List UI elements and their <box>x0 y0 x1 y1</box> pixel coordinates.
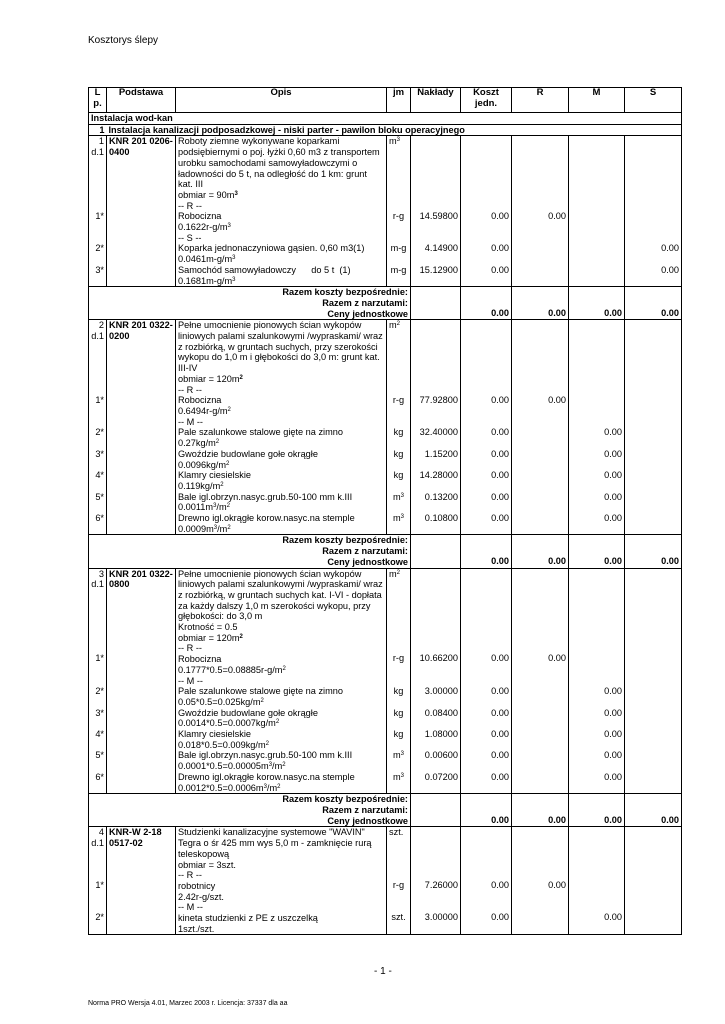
obmiar-sup: 3 <box>234 190 238 197</box>
unit-text: m <box>389 136 397 147</box>
resource-lp: 1* <box>95 394 104 405</box>
resource-unit-cost: 0.00 <box>491 394 509 405</box>
summary-labels <box>89 287 411 320</box>
norm-sup: 2 <box>277 783 281 790</box>
resource-row <box>89 708 682 729</box>
resource-lp: 3* <box>89 265 107 287</box>
header-naklady: Nakłady <box>411 88 461 113</box>
resource-lp: 1* <box>95 880 104 891</box>
resource-lp: 6* <box>89 772 107 794</box>
resource-lp: 5* <box>89 750 107 771</box>
resource-lp: 1* <box>95 210 104 221</box>
position-basis: KNR-W 2-18 0517-02 <box>107 827 176 870</box>
unit-text: m <box>393 750 401 761</box>
resource-quantity: 1.15200 <box>411 449 461 470</box>
resource-unit-cost: 0.00 <box>491 912 509 923</box>
resource-norm: 0.0012*0.5=0.0006m <box>178 782 264 793</box>
table-header-row <box>89 88 682 113</box>
resource-unit-cost: 0.00 <box>461 772 512 794</box>
resource-unit: kg <box>393 426 404 437</box>
resource-group: -- R -- <box>178 384 202 395</box>
resource-unit <box>387 772 411 794</box>
obmiar-text: obmiar = 120m <box>178 373 240 384</box>
resource-description <box>176 492 387 513</box>
resource-description <box>176 708 387 729</box>
resource-group: -- R -- <box>178 643 202 654</box>
norm-sup: 3 <box>227 223 231 230</box>
position-unit <box>387 568 411 643</box>
norm-sup: 2 <box>227 406 231 413</box>
resource-row <box>89 492 682 513</box>
summary-row <box>89 535 682 568</box>
resource-name: Pale szalunkowe stalowe gięte na zimno <box>178 427 343 438</box>
resource-m-value <box>571 233 622 243</box>
resource-name: Robocizna <box>178 211 222 222</box>
resource-unit-cost: 0.00 <box>491 242 509 253</box>
resource-quantity: 3.00000 <box>424 912 458 923</box>
resource-lp: 2* <box>95 242 104 253</box>
resource-lp: 6* <box>89 513 107 535</box>
unit-text: m <box>393 491 401 502</box>
resource-norm: 0.018*0.5=0.009kg/m <box>178 739 266 750</box>
resource-lp: 4* <box>89 470 107 491</box>
resource-unit: m-g <box>387 265 411 287</box>
resource-row <box>89 417 682 449</box>
label-unit: Ceny jednostkowe <box>327 556 408 567</box>
resource-unit-cost: 0.00 <box>461 729 512 750</box>
summary-row <box>89 287 682 320</box>
resource-unit: r-g <box>392 210 405 221</box>
norm-sup: 3 <box>232 255 236 262</box>
resource-lp: 3* <box>89 708 107 729</box>
resource-name: Drewno igl.okrągłe korow.nasyc.na stemple <box>178 513 355 524</box>
label-markup: Razem z narzutami: <box>322 297 408 308</box>
resource-description <box>176 676 387 708</box>
resource-quantity: 14.59800 <box>419 210 458 221</box>
resource-unit: kg <box>387 708 411 729</box>
total-unit-cost: 0.00 <box>491 308 509 319</box>
resource-description <box>176 870 387 902</box>
position-unit <box>387 320 411 385</box>
subsection-row <box>89 124 682 136</box>
resource-r-value <box>512 729 569 750</box>
resource-row <box>89 643 682 675</box>
resource-r-value: 0.00 <box>548 653 566 664</box>
resource-r-value <box>514 233 566 243</box>
krotnosc-text: Krotność = 0.5 <box>178 622 238 633</box>
resource-group: -- R -- <box>178 870 202 881</box>
norm-sup: 3 <box>268 762 273 769</box>
norm-sup: 2 <box>226 503 230 510</box>
resource-m-value: 0.00 <box>604 685 622 696</box>
resource-unit: m-g <box>390 242 407 253</box>
obmiar-text: obmiar = 3szt. <box>178 859 236 870</box>
resource-norm: 0.6494r-g/m <box>178 405 228 416</box>
resource-row <box>89 449 682 470</box>
page-number: - 1 - <box>374 966 392 977</box>
label-direct: Razem koszty bezpośrednie: <box>282 794 408 805</box>
resource-unit: r-g <box>392 880 405 891</box>
resource-lp: 2* <box>95 912 104 923</box>
resource-unit <box>387 750 411 771</box>
label-unit: Ceny jednostkowe <box>327 815 408 826</box>
resource-r-value: 0.00 <box>548 210 566 221</box>
resource-group: -- S -- <box>178 232 202 243</box>
total-r: 0.00 <box>548 556 566 567</box>
resource-r-value: 0.00 <box>548 880 566 891</box>
resource-norm: 0.27kg/m <box>178 438 216 449</box>
norm-sup: 3 <box>263 783 267 790</box>
header-jm: jm <box>387 88 411 113</box>
resource-m-value: 0.00 <box>569 772 625 794</box>
resource-r-value: 0.00 <box>548 394 566 405</box>
resource-unit: szt. <box>391 912 406 923</box>
resource-r-value <box>512 449 569 470</box>
header-podstawa: Podstawa <box>107 88 176 113</box>
resource-description <box>176 417 387 449</box>
label-direct: Razem koszty bezpośrednie: <box>282 287 408 298</box>
norm-sup: 3 <box>232 276 236 283</box>
resource-norm: 0.0014*0.5=0.0007kg/m <box>178 718 276 729</box>
position-description <box>176 568 387 643</box>
resource-norm: 0.1681m-g/m <box>178 275 233 286</box>
resource-row <box>89 385 682 417</box>
label-markup: Razem z narzutami: <box>322 546 408 557</box>
resource-description <box>176 772 387 794</box>
resource-quantity: 4.14900 <box>424 242 458 253</box>
resource-norm: 0.0001*0.5=0.00005m <box>178 761 269 772</box>
resource-quantity: 15.12900 <box>411 265 461 287</box>
description-text: Pełne umocnienie pionowych ścian wykopów liniowych palami szalunkowymi /wypraskami/ wraz z rozbiórką, w gruntach suchych kat. I-VI - dopłata za każdy dalszy 1,0 m szerokości wykopu, przy głębokości: do 3,0 m <box>178 568 383 622</box>
resource-m-value <box>571 870 622 880</box>
resource-unit-cost: 0.00 <box>461 470 512 491</box>
total-s: 0.00 <box>661 308 679 319</box>
description-text: Studzienki kanalizacyjne systemowe "WAVIN" Tegra o śr 425 mm wys 5,0 m - zamknięcie rurą teleskopową <box>178 827 372 859</box>
norm-sup: 3 <box>213 524 218 531</box>
position-lp: 3 d.1 <box>89 568 107 643</box>
position-lp: 4 d.1 <box>89 827 107 870</box>
norm-sup: 2 <box>226 460 230 467</box>
position-row <box>89 568 682 643</box>
total-unit-cost: 0.00 <box>491 556 509 567</box>
resource-group: -- M -- <box>178 416 203 427</box>
resource-m-value: 0.00 <box>569 513 625 535</box>
resource-lp: 4* <box>89 729 107 750</box>
resource-row <box>89 902 682 935</box>
resource-name: Koparka jednonaczyniowa gąsien. 0,60 m3(1) <box>178 243 365 254</box>
resource-r-value <box>514 417 566 427</box>
resource-row <box>89 233 682 265</box>
position-unit <box>387 136 411 201</box>
header-opis: Opis <box>176 88 387 113</box>
norm-post: /m <box>217 523 228 534</box>
resource-row <box>89 513 682 535</box>
unit-sup: 3 <box>400 772 404 779</box>
resource-quantity: 0.10800 <box>411 513 461 535</box>
resource-name: Bale igl.obrzyn.nasyc.grub.50-100 mm k.III <box>178 491 353 502</box>
position-basis: KNR 201 0322-0800 <box>107 568 176 643</box>
resource-quantity: 14.28000 <box>411 470 461 491</box>
total-m: 0.00 <box>604 308 622 319</box>
resource-norm: 0.0096kg/m <box>178 459 227 470</box>
resource-row <box>89 750 682 771</box>
resource-lp: 2* <box>95 685 104 696</box>
resource-norm: 0.119kg/m <box>178 480 221 491</box>
summary-labels <box>89 794 411 827</box>
resource-group: -- M -- <box>178 902 203 913</box>
total-r: 0.00 <box>548 815 566 826</box>
resource-row <box>89 676 682 708</box>
total-r: 0.00 <box>548 308 566 319</box>
resource-unit: r-g <box>392 394 405 405</box>
header-koszt: Koszt jedn. <box>461 88 512 113</box>
resource-name: Gwoździe budowlane gołe okrągłe <box>178 707 318 718</box>
resource-quantity: 7.26000 <box>424 880 458 891</box>
resource-m-value <box>571 643 622 653</box>
resource-row <box>89 265 682 287</box>
resource-norm: 0.1777*0.5=0.08885r-g/m <box>178 664 283 675</box>
total-m: 0.00 <box>604 815 622 826</box>
resource-unit: kg <box>387 729 411 750</box>
resource-unit-cost: 0.00 <box>491 653 509 664</box>
resource-quantity: 1.08000 <box>411 729 461 750</box>
unit-sup: 3 <box>400 492 404 499</box>
resource-quantity: 10.66200 <box>419 653 458 664</box>
obmiar-text: obmiar = 120m <box>178 632 240 643</box>
resource-description <box>176 201 387 233</box>
resource-r-value <box>512 492 569 513</box>
subsection-title: Instalacja kanalizacji podposadzkowej - niski parter - pawilon bloku operacyjnego <box>107 124 682 136</box>
norm-sup: 2 <box>282 762 286 769</box>
norm-sup: 3 <box>213 503 217 510</box>
norm-post: /m <box>272 761 283 772</box>
resource-norm: 1szt./szt. <box>178 923 215 934</box>
resource-m-value: 0.00 <box>569 729 625 750</box>
norm-sup: 2 <box>260 697 264 704</box>
label-direct: Razem koszty bezpośrednie: <box>282 535 408 546</box>
resource-norm: 0.05*0.5=0.025kg/m <box>178 696 261 707</box>
resource-name: Gwoździe budowlane gołe okrągłe <box>178 448 318 459</box>
resource-description <box>176 470 387 491</box>
resource-norm: 0.1622r-g/m <box>178 222 228 233</box>
position-row <box>89 827 682 870</box>
norm-sup: 2 <box>215 439 220 446</box>
position-lp: 2 d.1 <box>89 320 107 385</box>
norm-sup: 2 <box>220 481 224 488</box>
norm-post: /m <box>216 502 227 513</box>
position-basis: KNR 201 0322-0200 <box>107 320 176 385</box>
resource-unit-cost: 0.00 <box>491 426 509 437</box>
resource-name: Robocizna <box>178 654 222 665</box>
resource-unit-cost: 0.00 <box>491 880 509 891</box>
unit-text: m <box>389 568 397 579</box>
resource-quantity: 0.00600 <box>411 750 461 771</box>
resource-row <box>89 201 682 233</box>
resource-quantity: 0.08400 <box>411 708 461 729</box>
resource-unit-cost: 0.00 <box>461 265 512 287</box>
unit-text: m <box>389 320 397 331</box>
resource-row <box>89 772 682 794</box>
resource-m-value: 0.00 <box>604 912 622 923</box>
resource-r-value <box>512 513 569 535</box>
resource-unit-cost: 0.00 <box>461 449 512 470</box>
resource-unit-cost: 0.00 <box>461 750 512 771</box>
resource-lp: 3* <box>89 449 107 470</box>
resource-m-value: 0.00 <box>569 470 625 491</box>
resource-m-value <box>571 201 622 211</box>
position-row <box>89 136 682 201</box>
resource-quantity: 0.07200 <box>411 772 461 794</box>
resource-description <box>176 265 387 287</box>
total-m: 0.00 <box>604 556 622 567</box>
page-title: Kosztorys ślepy <box>88 35 159 46</box>
resource-r-value <box>512 772 569 794</box>
description-text: Roboty ziemne wykonywane koparkami podsiębiernymi o poj. łyżki 0,60 m3 z transportem urobku samochodami samowyładowczymi o ładowności do 5 t, na odległość do 1 km: grunt kat. III <box>178 136 380 190</box>
header-lp: L p. <box>89 88 107 113</box>
resource-lp: 1* <box>95 653 104 664</box>
norm-sup: 2 <box>275 719 280 726</box>
resource-unit: kg <box>387 470 411 491</box>
resource-norm: 0.0461m-g/m <box>178 254 233 265</box>
resource-unit: r-g <box>392 653 405 664</box>
resource-lp: 2* <box>95 426 104 437</box>
position-row <box>89 320 682 385</box>
obmiar-sup: 2 <box>239 633 243 640</box>
resource-quantity: 77.92800 <box>419 394 458 405</box>
resource-lp: 5* <box>89 492 107 513</box>
resource-group: -- M -- <box>178 675 203 686</box>
resource-unit: kg <box>393 685 404 696</box>
resource-quantity: 0.13200 <box>411 492 461 513</box>
unit-sup: 3 <box>400 751 404 758</box>
resource-description <box>176 729 387 750</box>
total-s: 0.00 <box>661 815 679 826</box>
total-s: 0.00 <box>661 556 679 567</box>
norm-post: /m <box>266 782 278 793</box>
resource-m-value: 0.00 <box>569 492 625 513</box>
resource-row <box>89 470 682 491</box>
resource-m-value: 0.00 <box>604 426 622 437</box>
resource-unit <box>387 513 411 535</box>
resource-unit <box>387 492 411 513</box>
resource-r-value <box>512 470 569 491</box>
resource-m-value: 0.00 <box>569 708 625 729</box>
resource-description <box>176 902 387 935</box>
resource-quantity: 3.00000 <box>424 685 458 696</box>
total-unit-cost: 0.00 <box>491 815 509 826</box>
resource-description <box>176 449 387 470</box>
resource-name: Klamry ciesielskie <box>178 470 252 481</box>
section-row <box>89 113 682 125</box>
resource-name: kineta studzienki z PE z uszczelką <box>178 913 318 924</box>
header-m: M <box>569 88 625 113</box>
resource-s-value: 0.00 <box>661 242 679 253</box>
norm-sup: 2 <box>282 665 286 672</box>
resource-m-value: 0.00 <box>569 750 625 771</box>
unit-sup: 2 <box>396 569 400 576</box>
obmiar-sup: 2 <box>239 374 243 381</box>
resource-unit-cost: 0.00 <box>491 685 509 696</box>
unit-sup: 2 <box>396 321 400 328</box>
resource-name: Pale szalunkowe stalowe gięte na zimno <box>178 686 343 697</box>
resource-r-value <box>512 265 569 287</box>
resource-r-value <box>514 676 566 686</box>
obmiar-text: obmiar = 90m <box>178 189 235 200</box>
resource-m-value <box>571 385 622 395</box>
resource-unit-cost: 0.00 <box>461 708 512 729</box>
header-r: R <box>512 88 569 113</box>
norm-sup: 2 <box>265 740 269 747</box>
resource-description <box>176 750 387 771</box>
resource-unit-cost: 0.00 <box>461 513 512 535</box>
resource-r-value <box>512 750 569 771</box>
position-description <box>176 827 387 870</box>
summary-row <box>89 794 682 827</box>
resource-description <box>176 385 387 417</box>
unit-text: m <box>393 513 401 524</box>
resource-r-value <box>514 902 566 912</box>
unit-sup: 3 <box>396 137 400 144</box>
resource-unit-cost: 0.00 <box>461 492 512 513</box>
resource-name: Drewno igl.okrągłe korow.nasyc.na stemple <box>178 771 355 782</box>
resource-norm: 0.0009m <box>178 523 214 534</box>
resource-name: robotnicy <box>178 880 216 891</box>
resource-row <box>89 729 682 750</box>
norm-sup: 2 <box>227 524 231 531</box>
resource-unit-cost: 0.00 <box>491 210 509 221</box>
summary-labels <box>89 535 411 568</box>
resource-description <box>176 233 387 265</box>
description-text: Pełne umocnienie pionowych ścian wykopów liniowych palami szalunkowymi /wypraskami/ wraz z rozbiórką, w gruntach suchych, przy szerokości wykopu do 1,0 m i głębokości do 3,0 m: grunt kat. III-IV <box>178 320 383 374</box>
resource-s-value <box>627 201 679 211</box>
resource-s-value: 0.00 <box>625 265 682 287</box>
position-basis: KNR 201 0206-0400 <box>107 136 176 201</box>
position-description <box>176 320 387 385</box>
unit-sup: 3 <box>400 514 404 521</box>
resource-norm: 0.0011m <box>178 502 214 513</box>
resource-group: -- R -- <box>178 200 202 211</box>
section-title: Instalacja wod-kan <box>89 113 682 125</box>
resource-name: Bale igl.obrzyn.nasyc.grub.50-100 mm k.III <box>178 750 353 761</box>
label-markup: Razem z narzutami: <box>322 805 408 815</box>
license-footer: Norma PRO Wersja 4.01, Marzec 2003 r. Licencja: 37337 dla aa <box>88 1000 288 1007</box>
resource-m-value <box>569 265 625 287</box>
resource-name: Klamry ciesielskie <box>178 729 252 740</box>
position-description <box>176 136 387 201</box>
resource-description <box>176 643 387 675</box>
resource-row <box>89 870 682 902</box>
resource-unit: kg <box>387 449 411 470</box>
resource-m-value: 0.00 <box>569 449 625 470</box>
resource-r-value <box>512 708 569 729</box>
position-unit: szt. <box>387 827 411 870</box>
label-unit: Ceny jednostkowe <box>327 308 408 319</box>
resource-name: Robocizna <box>178 395 222 406</box>
cost-estimate-table <box>88 87 682 935</box>
resource-name: Samochód samowyładowczy do 5 t (1) <box>178 264 351 275</box>
position-lp: 1 d.1 <box>89 136 107 201</box>
resource-description <box>176 513 387 535</box>
unit-text: m <box>393 771 401 782</box>
subsection-number: 1 <box>89 124 107 136</box>
resource-norm: 2.42r-g/szt. <box>178 891 224 902</box>
header-s: S <box>625 88 682 113</box>
resource-quantity: 32.40000 <box>419 426 458 437</box>
